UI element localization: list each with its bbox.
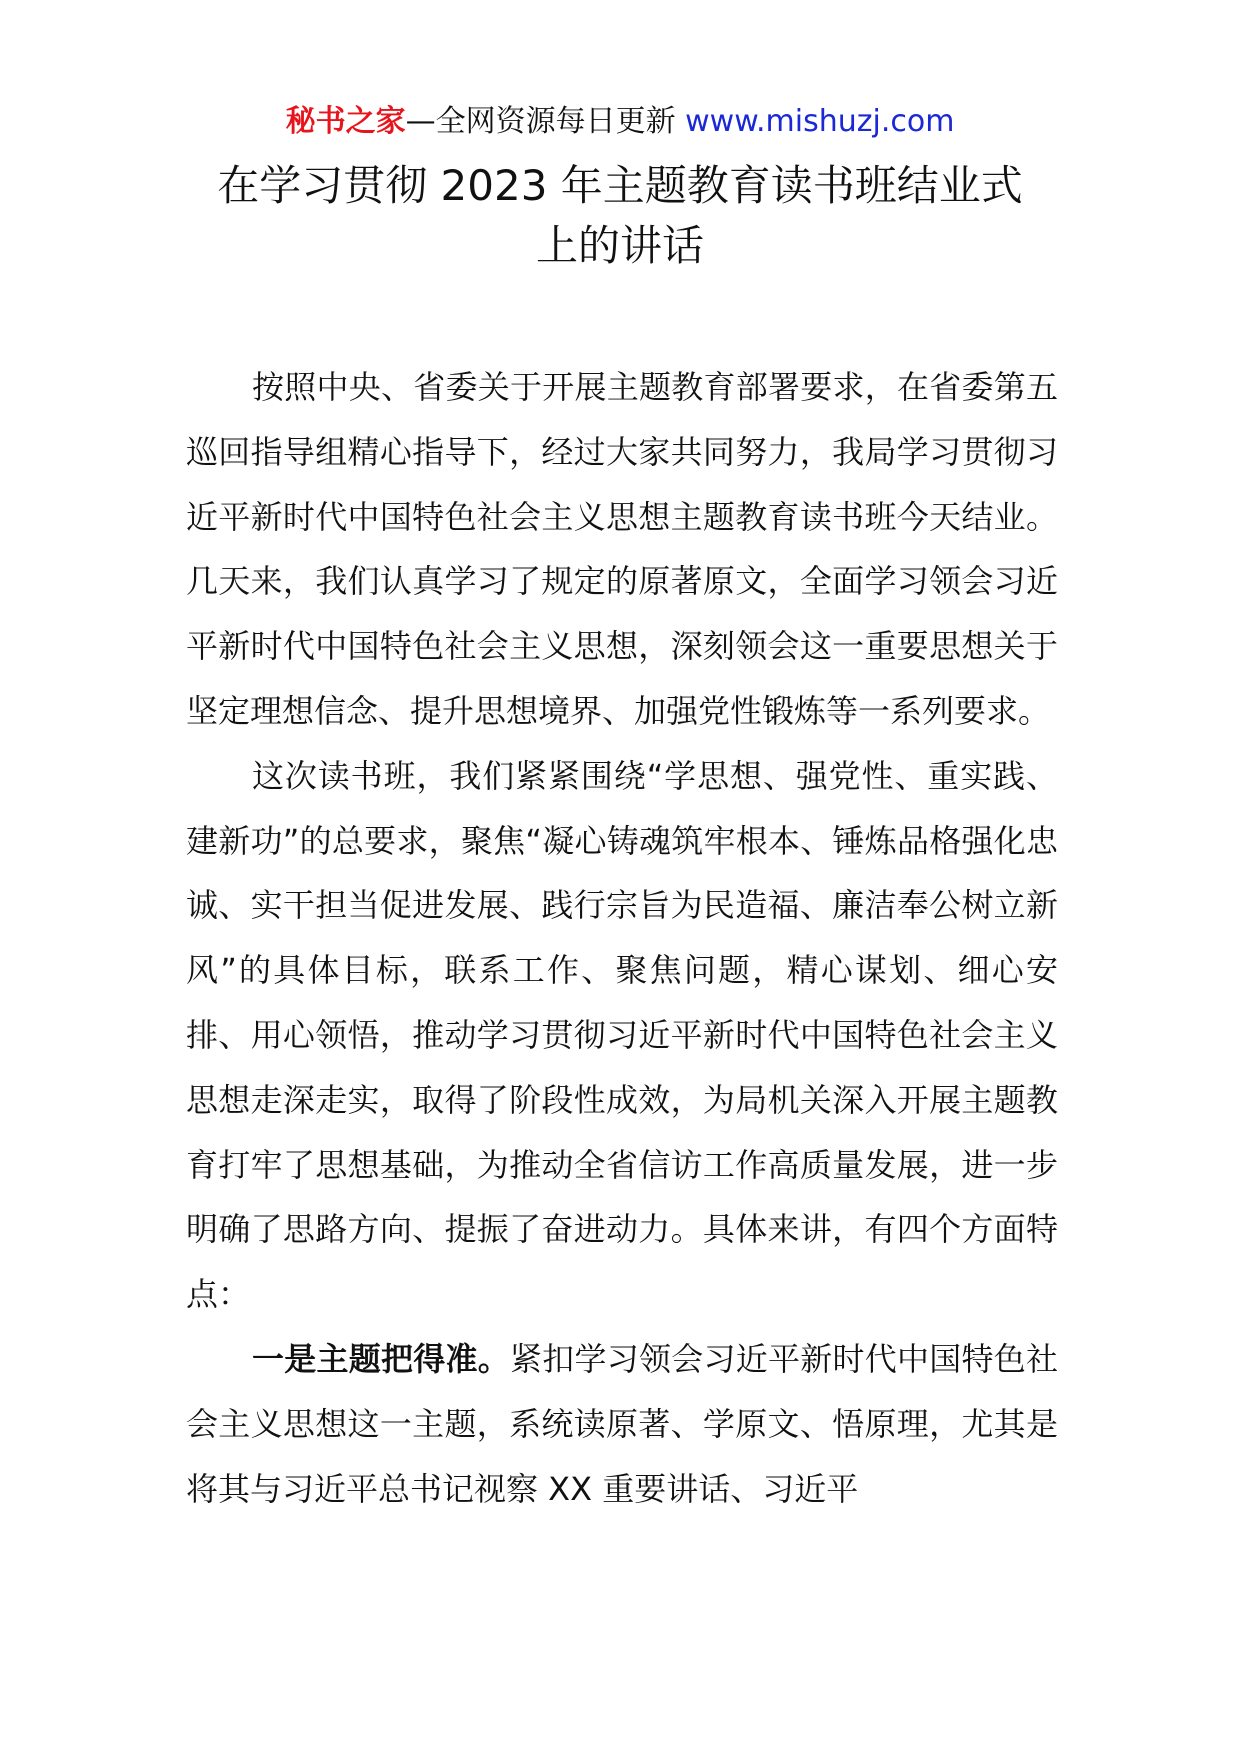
title-line-1: 在学习贯彻 2023 年主题教育读书班结业式 xyxy=(217,161,1023,210)
document-title xyxy=(150,156,1090,276)
paragraph-1: 按照中央、省委关于开展主题教育部署要求，在省委第五巡回指导组精心指导下，经过大家共同努力，我局学习贯彻习近平新时代中国特色社会主义思想主题教育读书班今天结业。几天来，我们认真学习了规定的原著原文，全面学习领会习近平新时代中国特色社会主义思想，深刻领会这一重要思想关于坚定理想信念、提升思想境界、加强党性锻炼等一系列要求。 xyxy=(186,368,1058,730)
header-slogan: —全网资源每日更新 xyxy=(405,104,676,139)
paragraph-3 xyxy=(186,1327,1058,1521)
title-line-2: 上的讲话 xyxy=(535,221,704,270)
header-banner xyxy=(0,100,1240,144)
paragraph-3-text: 紧扣学习领会习近平新时代中国特色社会主义思想这一主题，系统读原著、学原文、悟原理，尤其是将其与习近平总书记视察 XX 重要讲话、习近平 xyxy=(186,1339,1058,1508)
paragraph-2: 这次读书班，我们紧紧围绕“学思想、强党性、重实践、建新功”的总要求，聚焦“凝心铸魂筑牢根本、锤炼品格强化忠诚、实干担当促进发展、践行宗旨为民造福、廉洁奉公树立新风”的具体目标，联系工作、聚焦问题，精心谋划、细心安排、用心领悟，推动学习贯彻习近平新时代中国特色社会主义思想走深走实，取得了阶段性成效，为局机关深入开展主题教育打牢了思想基础，为推动全省信访工作高质量发展，进一步明确了思路方向、提振了奋进动力。具体来讲，有四个方面特点： xyxy=(186,756,1058,1314)
paragraph-3-lead: 一是主题把得准。 xyxy=(252,1339,510,1378)
site-link[interactable]: www.mishuzj.com xyxy=(685,104,955,139)
brand-name: 秘书之家 xyxy=(285,104,406,139)
document-body xyxy=(186,355,1058,1521)
